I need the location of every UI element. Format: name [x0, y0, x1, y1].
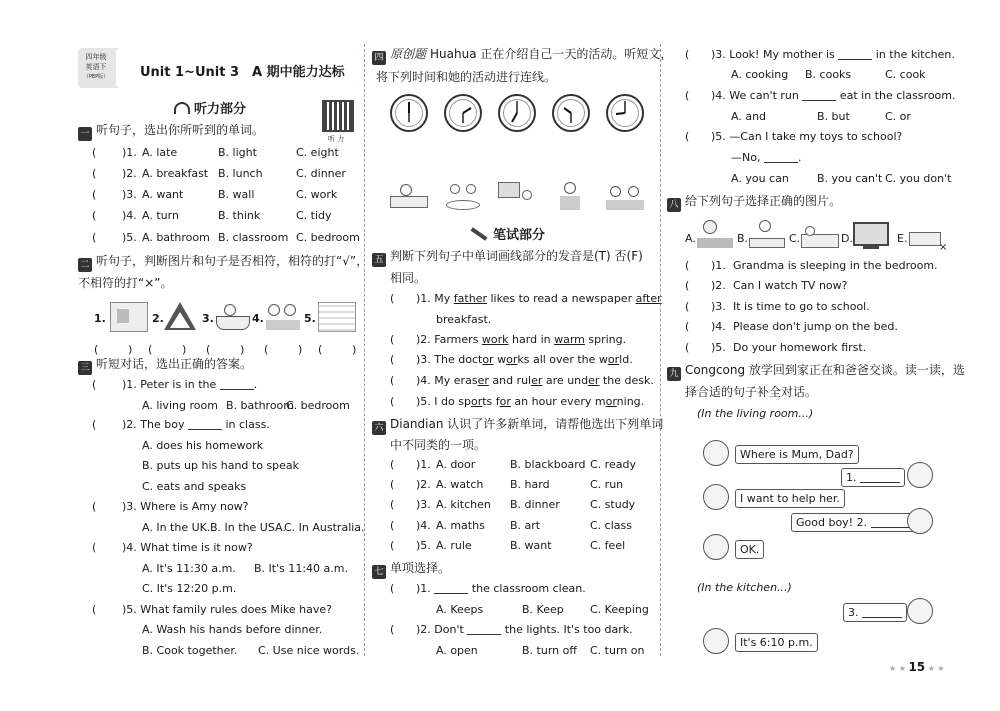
- option-b[interactable]: B. It's 11:40 a.m.: [254, 562, 348, 575]
- original-tag: 原创题: [390, 47, 427, 61]
- section-7-title: [372, 560, 450, 579]
- answer-blank[interactable]: [188, 418, 222, 430]
- option-a[interactable]: A. want: [142, 188, 184, 201]
- clock-icon: [390, 94, 428, 132]
- answer-blank[interactable]: [434, 582, 468, 594]
- option-a[interactable]: A. Keeps: [436, 603, 484, 616]
- blank-number: 1.: [846, 471, 857, 484]
- answer-blank[interactable]: [860, 471, 900, 483]
- option-c[interactable]: C. eight: [296, 146, 339, 159]
- qr-code: [322, 100, 354, 132]
- text-part: My eras: [434, 374, 478, 387]
- answer-paren[interactable]: (: [685, 259, 690, 272]
- underlined-part: or: [506, 353, 518, 366]
- s3-q5-stem: )5. What family rules does Mike have?: [122, 603, 332, 616]
- dad-avatar: [907, 462, 933, 488]
- section-5-badge: 五: [372, 253, 386, 267]
- answer-paren[interactable]: (: [92, 209, 97, 222]
- answer-paren[interactable]: (: [92, 188, 97, 201]
- listening-heading-text: 听力部分: [194, 102, 247, 117]
- pic-label-e: E.: [897, 232, 908, 245]
- underlined-part: er: [477, 374, 489, 387]
- clock-icon: [444, 94, 482, 132]
- s8-text: Grandma is sleeping in the bedroom.: [733, 259, 938, 272]
- option-a[interactable]: A. cooking: [731, 68, 789, 81]
- pic-label-a: A.: [685, 232, 696, 245]
- picture-jumping-bed: [749, 220, 787, 250]
- clock-icon: [552, 94, 590, 132]
- option-a[interactable]: A. bathroom: [142, 231, 210, 244]
- section-5-title-line2: 相同。: [390, 271, 427, 285]
- option-c[interactable]: C. tidy: [296, 209, 332, 222]
- option-b[interactable]: B. Keep: [522, 603, 564, 616]
- underlined-part: or: [470, 395, 483, 408]
- option-b[interactable]: B. dinner: [510, 498, 560, 511]
- stem-end: the classroom clean.: [471, 582, 586, 595]
- option-c[interactable]: C. bedroom: [286, 399, 350, 412]
- s7-q4-stem: [711, 88, 956, 104]
- answer-paren-close: ): [240, 343, 245, 356]
- answer-blank[interactable]: [838, 48, 872, 60]
- answer-paren-close: ): [182, 343, 187, 356]
- s8-text: It is time to go to school.: [733, 300, 870, 313]
- option-b[interactable]: B. think: [218, 209, 261, 222]
- answer-paren[interactable]: (: [92, 418, 97, 431]
- s2-label-3: 3.: [202, 312, 214, 325]
- answer-paren[interactable]: (: [390, 333, 395, 346]
- answer-paren[interactable]: (: [92, 500, 97, 513]
- s1-num: )3.: [122, 188, 137, 201]
- text-part: are und: [542, 374, 589, 387]
- section-2-badge: 二: [78, 258, 92, 272]
- boy-avatar: [703, 628, 729, 654]
- dad-avatar: [907, 508, 933, 534]
- q-num: )2.: [416, 333, 431, 346]
- answer-blank[interactable]: [220, 378, 254, 390]
- section-3-badge: 三: [78, 361, 92, 375]
- subject-text: 英语下: [85, 63, 107, 71]
- section-5-title-line1: 判断下列句子中单词画线部分的发音是(T) 否(F): [390, 249, 643, 263]
- underlined-part: warm: [554, 333, 585, 346]
- grade-text: 四年级: [85, 53, 107, 61]
- option-c[interactable]: C. feel: [590, 539, 626, 552]
- text-part: w: [493, 353, 507, 366]
- s5-q1-cont: breakfast.: [436, 313, 492, 326]
- picture-class: [498, 182, 536, 212]
- option-c[interactable]: C. study: [590, 498, 636, 511]
- picture-classroom: [110, 302, 148, 332]
- s6-num: )4.: [416, 519, 431, 532]
- cross-icon: ×: [939, 242, 948, 253]
- grade-tag: [80, 52, 112, 82]
- clock-icon: [606, 94, 644, 132]
- picture-eating: [444, 182, 482, 212]
- stem-end: eat in the classroom.: [839, 89, 956, 102]
- option-b[interactable]: B. classroom: [218, 231, 289, 244]
- answer-paren[interactable]: (: [390, 458, 395, 471]
- text-part: an hour every m: [510, 395, 606, 408]
- option-a[interactable]: A. turn: [142, 209, 179, 222]
- underlined-part: work: [481, 333, 509, 346]
- scene-kitchen: (In the kitchen...): [697, 581, 792, 594]
- option-b[interactable]: B. light: [218, 146, 257, 159]
- option-c[interactable]: C. bedroom: [296, 231, 360, 244]
- s8-num: )5.: [711, 341, 726, 354]
- option-b[interactable]: B. lunch: [218, 167, 263, 180]
- s8-num: )4.: [711, 320, 726, 333]
- picture-reading: [552, 182, 590, 212]
- column-divider-1: [364, 44, 365, 656]
- stem-text: )4. We can't run: [711, 89, 799, 102]
- option-c[interactable]: C. you don't: [885, 172, 952, 185]
- option-a[interactable]: A. watch: [436, 478, 484, 491]
- section-5-title: [372, 248, 643, 267]
- underlined-part: or: [605, 395, 617, 408]
- option-c[interactable]: C. In Australia.: [284, 521, 365, 534]
- text-part: Farmers: [434, 333, 482, 346]
- answer-blank[interactable]: [871, 516, 911, 528]
- qr-label: 听 力: [328, 135, 345, 143]
- option-b[interactable]: B. art: [510, 519, 541, 532]
- section-1-badge: 一: [78, 127, 92, 141]
- s3-q2-option-b[interactable]: B. puts up his hand to speak: [142, 459, 300, 472]
- section-6-title: [372, 416, 663, 435]
- option-c[interactable]: C. work: [296, 188, 338, 201]
- section-7-title-text: 单项选择。: [390, 561, 451, 575]
- scene-living-room: (In the living room...): [697, 407, 814, 420]
- picture-homework: [606, 182, 644, 212]
- answer-paren[interactable]: (: [685, 89, 690, 102]
- answer-paren[interactable]: (: [685, 320, 690, 333]
- underlined-part: or: [482, 353, 494, 366]
- bubble-ok: OK.: [735, 540, 764, 559]
- text-part: My: [434, 292, 454, 305]
- answer-paren[interactable]: (: [390, 395, 395, 408]
- picture-getting-up: [390, 182, 428, 212]
- s5-q2-text: [416, 332, 626, 348]
- q-num: )1.: [416, 292, 431, 305]
- q-num: )4.: [416, 374, 431, 387]
- underlined-part: or: [607, 353, 620, 366]
- s3-q3-stem: )3. Where is Amy now?: [122, 500, 249, 513]
- text-part: and rul: [488, 374, 532, 387]
- section-3-title: [78, 356, 252, 375]
- s7-q5-stem: )5. —Can I take my toys to school?: [711, 130, 903, 143]
- option-b[interactable]: B. Cook together.: [142, 644, 238, 657]
- underlined-part: father: [453, 292, 487, 305]
- page-title: Unit 1~Unit 3 A 期中能力达标: [140, 65, 345, 80]
- pic-label-b: B.: [737, 232, 749, 245]
- picture-grandma-sleeping: [801, 220, 839, 250]
- section-9-title-line1: Congcong 放学回到家正在和爸爸交谈。读一读，选: [685, 363, 965, 377]
- q-num: )5.: [416, 395, 431, 408]
- s5-q5-text: [416, 394, 644, 410]
- warning-sign-inner: [170, 312, 190, 328]
- section-9-title-line2: 择合适的句子补全对话。: [685, 385, 818, 399]
- s5-q1-text: [416, 291, 662, 307]
- section-4-title: [372, 46, 672, 65]
- section-4-title-line2: 将下列时间和她的活动进行连线。: [376, 70, 557, 84]
- blank-number: 3.: [848, 606, 859, 619]
- section-2-title-line1: 听句子，判断图片和句子是否相符，相符的打“√”，: [96, 254, 369, 268]
- option-c[interactable]: C. or: [885, 110, 911, 123]
- answer-paren[interactable]: (: [92, 603, 97, 616]
- stem-text: —No,: [731, 151, 761, 164]
- section-6-title-line2: 中不同类的一项。: [390, 438, 487, 452]
- text-part: likes to read a newspaper: [487, 292, 636, 305]
- s5-q3-text: [416, 352, 633, 368]
- answer-paren[interactable]: (: [148, 343, 153, 356]
- underlined-part: er: [531, 374, 543, 387]
- underlined-part: after: [635, 292, 662, 305]
- answer-paren[interactable]: (: [92, 231, 97, 244]
- clock-icon: [498, 94, 536, 132]
- s3-q2-option-a[interactable]: A. does his homework: [142, 439, 264, 452]
- option-c[interactable]: C. turn on: [590, 644, 645, 657]
- column-divider-2: [660, 44, 661, 656]
- option-c[interactable]: C. cook: [885, 68, 926, 81]
- boy-avatar: [703, 440, 729, 466]
- option-a[interactable]: A. you can: [731, 172, 789, 185]
- s6-num: )3.: [416, 498, 431, 511]
- s2-label-2: 2.: [152, 312, 164, 325]
- picture-bed-no-jumping: [909, 222, 947, 252]
- option-a[interactable]: A. rule: [436, 539, 472, 552]
- stem-text: )3. Look! My mother is: [711, 48, 835, 61]
- option-b[interactable]: B. blackboard: [510, 458, 586, 471]
- option-a[interactable]: A. late: [142, 146, 178, 159]
- s3-q5-option-a[interactable]: A. Wash his hands before dinner.: [142, 623, 323, 636]
- bubble-good-boy[interactable]: [791, 513, 916, 532]
- answer-paren[interactable]: (: [685, 341, 690, 354]
- section-2-title-line2: 不相符的打“×”。: [78, 276, 173, 290]
- picture-children-reading: [264, 302, 302, 332]
- answer-paren[interactable]: (: [390, 623, 395, 636]
- answer-blank[interactable]: [802, 89, 836, 101]
- answer-paren[interactable]: (: [390, 539, 395, 552]
- option-a[interactable]: A. open: [436, 644, 478, 657]
- text-part: ning.: [616, 395, 645, 408]
- answer-paren[interactable]: (: [390, 478, 395, 491]
- writing-heading-text: 笔试部分: [493, 228, 546, 243]
- underlined-part: er: [588, 374, 600, 387]
- text-part: hard in: [508, 333, 555, 346]
- option-a[interactable]: A. door: [436, 458, 476, 471]
- s8-num: )2.: [711, 279, 726, 292]
- answer-paren[interactable]: (: [92, 146, 97, 159]
- option-a[interactable]: A. kitchen: [436, 498, 491, 511]
- answer-paren[interactable]: (: [685, 130, 690, 143]
- option-a[interactable]: A. It's 11:30 a.m.: [142, 562, 236, 575]
- s3-q1-stem: [122, 377, 257, 393]
- option-b[interactable]: B. hard: [510, 478, 550, 491]
- option-b[interactable]: B. turn off: [522, 644, 577, 657]
- option-b[interactable]: B. wall: [218, 188, 255, 201]
- pencil-icon: [470, 227, 487, 241]
- option-a[interactable]: A. In the UK.: [142, 521, 211, 534]
- picture-window-room: [318, 302, 356, 332]
- s3-q2-option-c[interactable]: C. eats and speaks: [142, 480, 247, 493]
- section-8-title-text: 给下列句子选择正确的图片。: [685, 194, 842, 208]
- answer-paren[interactable]: (: [390, 353, 395, 366]
- option-b[interactable]: B. In the USA.: [210, 521, 286, 534]
- answer-blank[interactable]: [764, 151, 798, 163]
- section-8-title: [667, 193, 841, 212]
- s3-q2-stem: [122, 417, 270, 433]
- text-part: ld.: [619, 353, 633, 366]
- stem-end: the lights. It's too dark.: [504, 623, 633, 636]
- option-b[interactable]: B. you can't: [817, 172, 883, 185]
- text-part: the desk.: [599, 374, 654, 387]
- s8-text: Can I watch TV now?: [733, 279, 848, 292]
- answer-paren-close: ): [298, 343, 303, 356]
- option-b[interactable]: B. bathroom: [226, 399, 295, 412]
- text-part: spring.: [584, 333, 627, 346]
- stem-text: )2. Don't: [416, 623, 464, 636]
- option-c[interactable]: C. run: [590, 478, 624, 491]
- page-footer: [889, 660, 945, 674]
- answer-paren[interactable]: (: [685, 279, 690, 292]
- answer-paren[interactable]: (: [206, 343, 211, 356]
- s1-num: )5.: [122, 231, 137, 244]
- s3-q4-stem: )4. What time is it now?: [122, 541, 253, 554]
- answer-paren[interactable]: (: [94, 343, 99, 356]
- stem-end: in the kitchen.: [875, 48, 955, 61]
- bubble-time: It's 6:10 p.m.: [735, 633, 818, 652]
- s7-q1-stem: [416, 581, 586, 597]
- s8-text: Please don't jump on the bed.: [733, 320, 898, 333]
- text-part: ts f: [482, 395, 500, 408]
- option-a[interactable]: A. and: [731, 110, 767, 123]
- answer-paren[interactable]: (: [390, 498, 395, 511]
- section-1-title-text: 听句子，选出你所听到的单词。: [96, 123, 265, 137]
- s6-num: )2.: [416, 478, 431, 491]
- option-c[interactable]: C. Keeping: [590, 603, 649, 616]
- answer-blank[interactable]: [862, 606, 902, 618]
- option-a[interactable]: A. breakfast: [142, 167, 209, 180]
- edition-text: （PEP版）: [83, 74, 109, 80]
- text-part: The doct: [434, 353, 483, 366]
- answer-paren[interactable]: (: [390, 374, 395, 387]
- pic-label-d: D.: [841, 232, 853, 245]
- stem-end: .: [797, 151, 802, 164]
- answer-paren[interactable]: (: [264, 343, 269, 356]
- stem-text: )2. The boy: [122, 418, 185, 431]
- bubble-text: Good boy! 2.: [796, 516, 868, 529]
- option-b[interactable]: B. want: [510, 539, 552, 552]
- section-1-title: [78, 122, 264, 141]
- stem-text: )1.: [416, 582, 431, 595]
- section-4-badge: 四: [372, 51, 386, 65]
- s7-q3-stem: [711, 47, 955, 63]
- answer-paren[interactable]: (: [390, 292, 395, 305]
- text-part: ks all over the w: [517, 353, 608, 366]
- s1-num: )2.: [122, 167, 137, 180]
- answer-paren[interactable]: (: [92, 541, 97, 554]
- text-part: I do sp: [434, 395, 471, 408]
- section-8-badge: 八: [667, 198, 681, 212]
- answer-paren[interactable]: (: [92, 167, 97, 180]
- pic-label-c: C.: [789, 232, 801, 245]
- bubble-answer-3[interactable]: [843, 603, 907, 622]
- boy-avatar: [703, 484, 729, 510]
- star-icon: ★ ★: [889, 664, 909, 673]
- option-c[interactable]: C. class: [590, 519, 632, 532]
- section-6-badge: 六: [372, 421, 386, 435]
- option-c[interactable]: C. Use nice words.: [258, 644, 360, 657]
- option-c[interactable]: C. dinner: [296, 167, 346, 180]
- answer-paren[interactable]: (: [685, 48, 690, 61]
- picture-homework-boy: [697, 220, 735, 250]
- picture-bathroom: [214, 302, 252, 332]
- answer-blank[interactable]: [467, 623, 501, 635]
- tv-stand: [863, 246, 879, 249]
- writing-heading: [470, 224, 545, 243]
- option-a[interactable]: A. living room: [142, 399, 218, 412]
- s2-label-1: 1.: [94, 312, 106, 325]
- bubble-answer-1[interactable]: [841, 468, 905, 487]
- answer-paren-close: ): [128, 343, 133, 356]
- section-6-title-line1: Diandian 认识了许多新单词，请帮他选出下列单词: [390, 417, 664, 431]
- s5-q4-text: [416, 373, 654, 389]
- underlined-part: or: [499, 395, 511, 408]
- mum-avatar: [907, 598, 933, 624]
- s7-q5-line2: [731, 150, 801, 166]
- bubble-help-her: I want to help her.: [735, 489, 845, 508]
- page-number: 15: [908, 660, 926, 674]
- s8-num: )1.: [711, 259, 726, 272]
- option-c[interactable]: C. ready: [590, 458, 636, 471]
- s1-num: )4.: [122, 209, 137, 222]
- answer-paren[interactable]: (: [390, 582, 395, 595]
- s7-q2-stem: [416, 622, 633, 638]
- listening-heading: [174, 98, 246, 117]
- stem-text: )1. Peter is in the: [122, 378, 217, 391]
- tv-icon: [853, 222, 889, 246]
- section-9-badge: 九: [667, 367, 681, 381]
- s2-label-4: 4.: [252, 312, 264, 325]
- answer-paren[interactable]: (: [92, 378, 97, 391]
- section-7-badge: 七: [372, 565, 386, 579]
- answer-paren[interactable]: (: [685, 300, 690, 313]
- section-2-title: [78, 253, 368, 272]
- option-b[interactable]: B. but: [817, 110, 850, 123]
- bubble-where-mum: Where is Mum, Dad?: [735, 445, 859, 464]
- s8-text: Do your homework first.: [733, 341, 867, 354]
- stem-end: in class.: [225, 418, 270, 431]
- section-9-title: [667, 362, 965, 381]
- star-icon: ★ ★: [925, 664, 945, 673]
- answer-paren[interactable]: (: [390, 519, 395, 532]
- option-b[interactable]: B. cooks: [805, 68, 852, 81]
- section-3-title-text: 听短对话，选出正确的答案。: [96, 357, 253, 371]
- answer-paren-close: ): [352, 343, 357, 356]
- s6-num: )1.: [416, 458, 431, 471]
- stem-end: .: [253, 378, 258, 391]
- s1-num: )1.: [122, 146, 137, 159]
- option-a[interactable]: A. maths: [436, 519, 485, 532]
- q-num: )3.: [416, 353, 431, 366]
- s3-q4-option-c[interactable]: C. It's 12:20 p.m.: [142, 582, 237, 595]
- boy-avatar: [703, 534, 729, 560]
- s8-num: )3.: [711, 300, 726, 313]
- section-4-title-line1: Huahua 正在介绍自己一天的活动。听短文，: [430, 47, 673, 61]
- s2-label-5: 5.: [304, 312, 316, 325]
- headphones-icon: [174, 102, 190, 114]
- s6-num: )5.: [416, 539, 431, 552]
- answer-paren[interactable]: (: [318, 343, 323, 356]
